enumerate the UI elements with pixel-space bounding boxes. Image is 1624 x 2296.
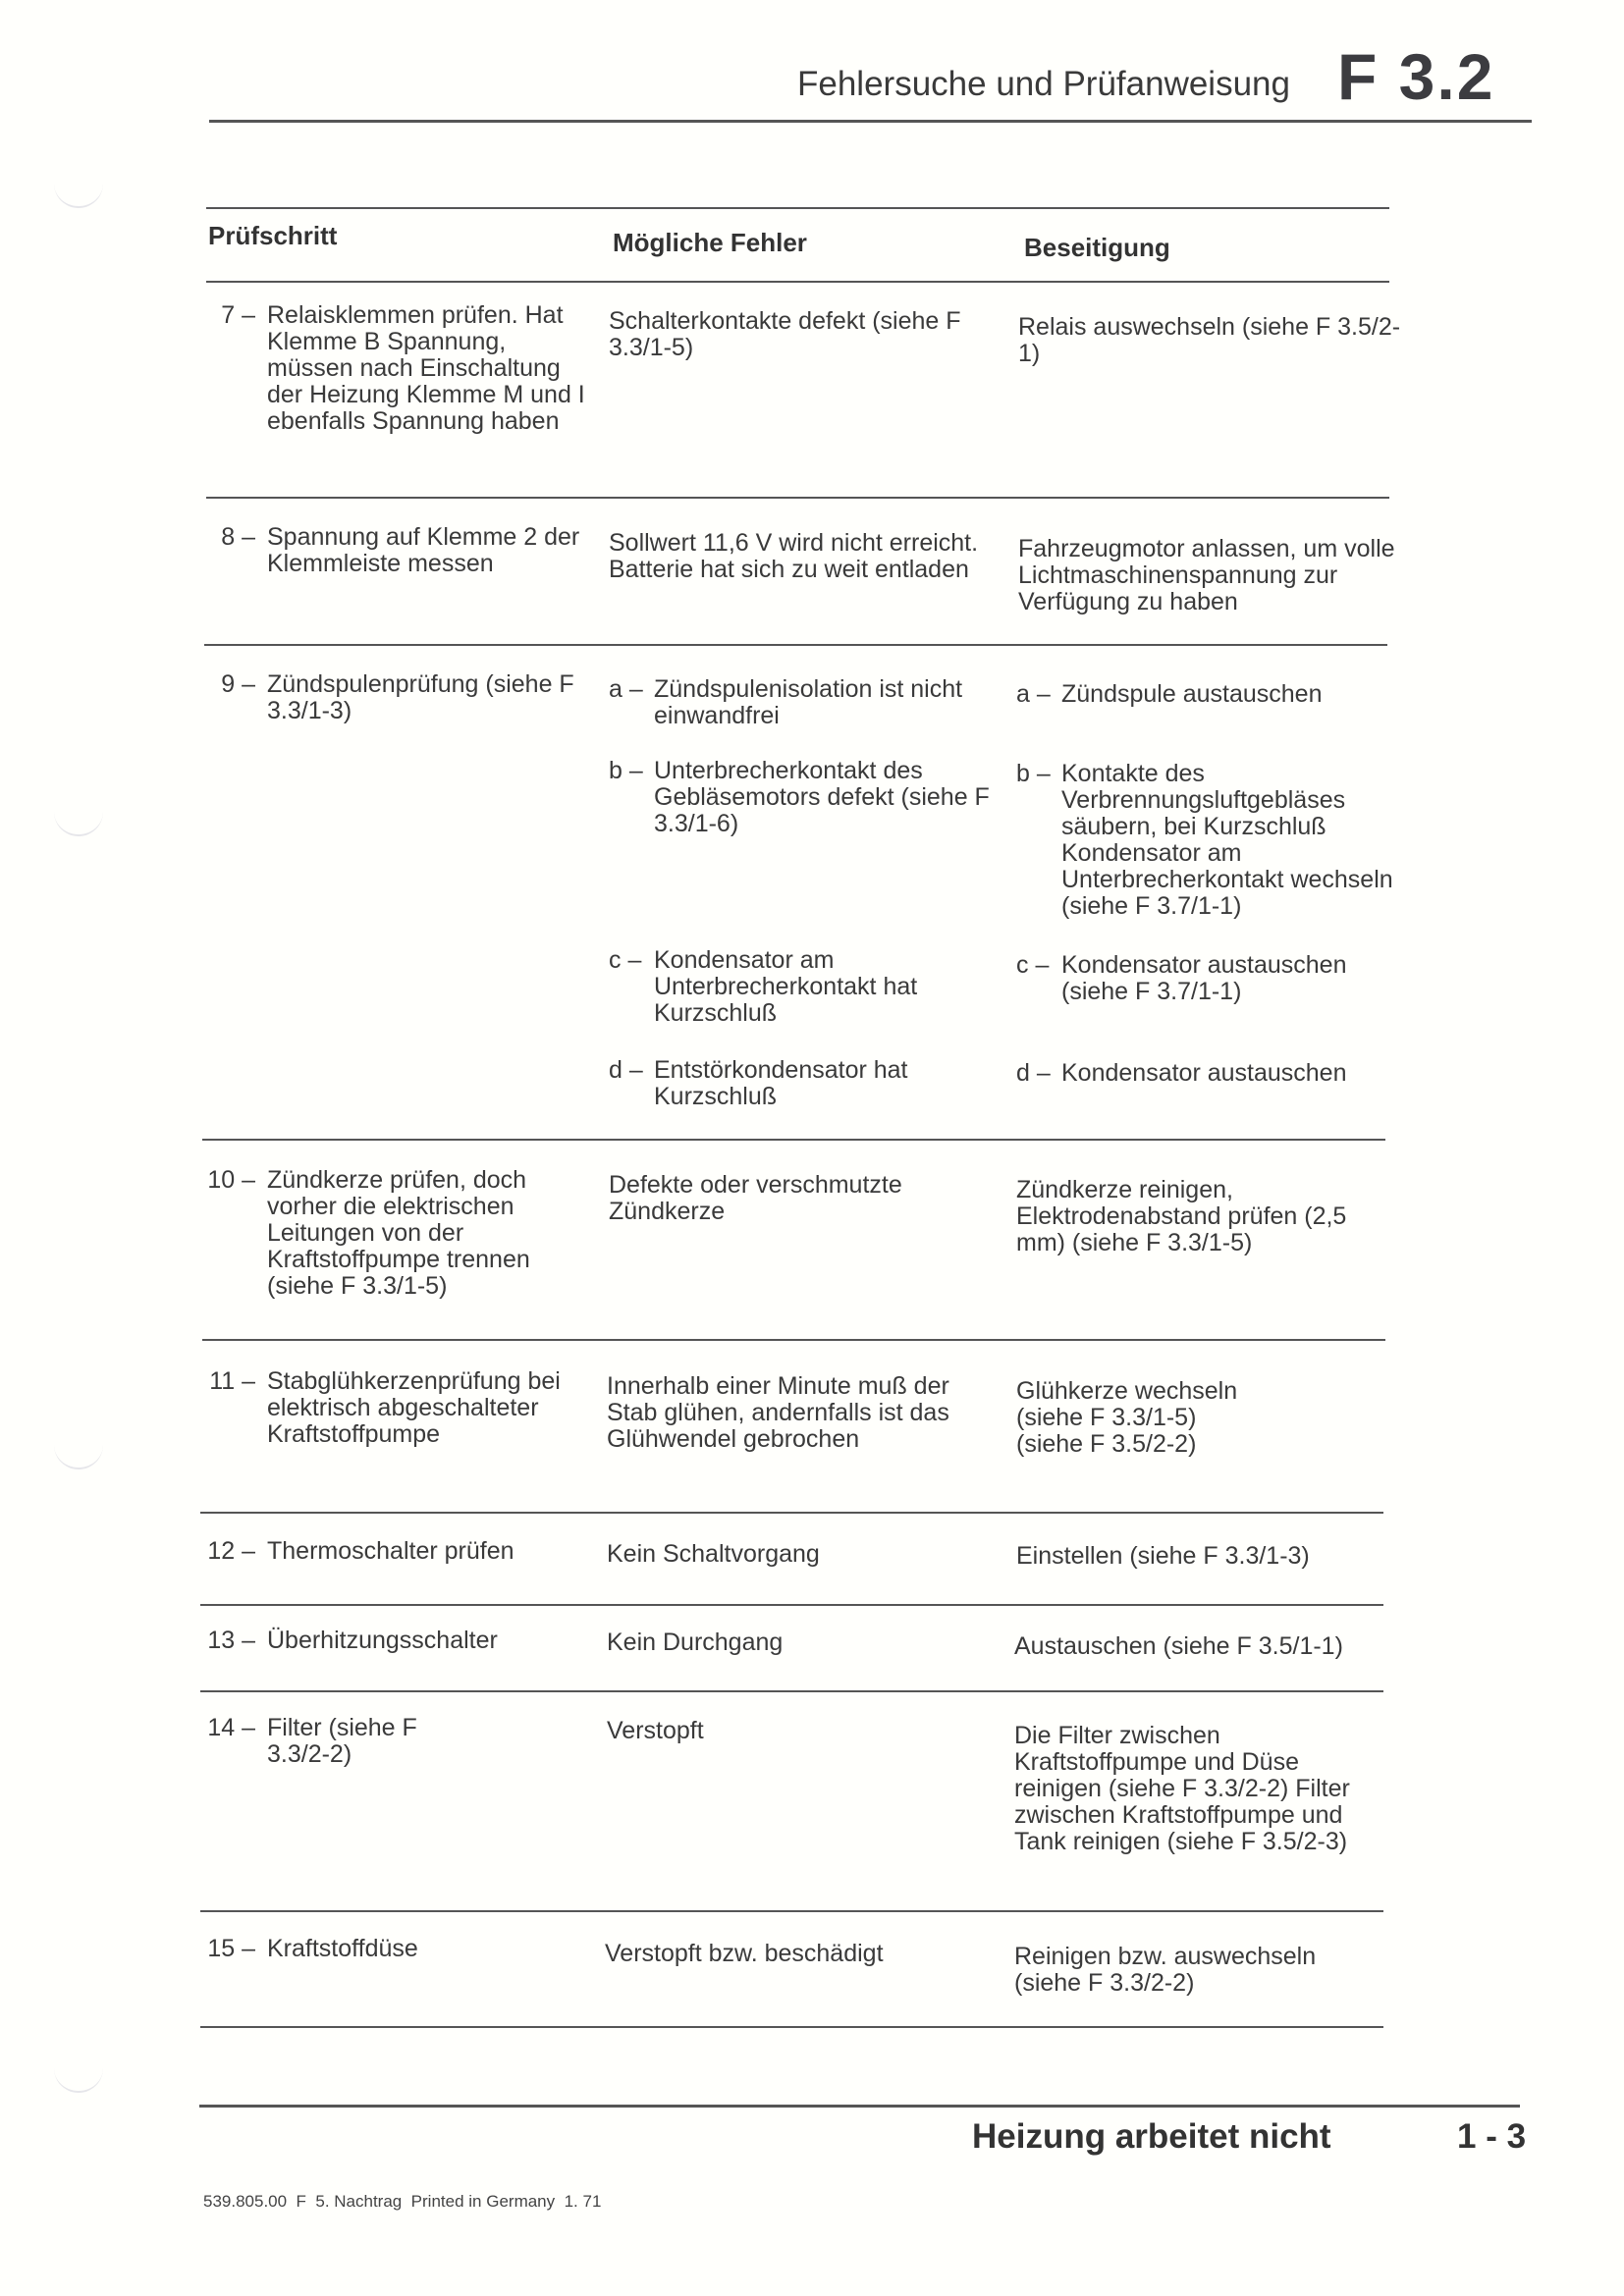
- fault-text: Verstopft: [607, 1717, 704, 1744]
- item-label: d –: [609, 1056, 643, 1084]
- divider: [202, 1139, 1385, 1141]
- fix-text: Kondensator austauschen (siehe F 3.7/1-1): [1061, 951, 1347, 1005]
- header-rule: [209, 120, 1532, 123]
- fault-text: Schalterkontakte defekt (siehe F 3.3/1-5): [609, 307, 961, 361]
- item-label: b –: [1016, 760, 1051, 787]
- item-label: a –: [1016, 680, 1051, 708]
- fix-text: Austauschen (siehe F 3.5/1-1): [1014, 1632, 1343, 1660]
- item-label: d –: [1016, 1059, 1051, 1087]
- divider: [206, 497, 1389, 499]
- fault-text: Sollwert 11,6 V wird nicht erreicht. Batterie hat sich zu weit entladen: [609, 529, 979, 583]
- fault-text: Kein Durchgang: [607, 1629, 784, 1656]
- step-text: Überhitzungsschalter: [267, 1627, 498, 1654]
- fault-text: Entstörkondensator hat Kurzschluß: [654, 1056, 908, 1110]
- item-label: c –: [609, 946, 642, 974]
- fix-text: Zündkerze reinigen, Elektrodenabstand prüfen (2,5 mm) (siehe F 3.3/1-5): [1016, 1176, 1347, 1256]
- punch-hole: [54, 1428, 103, 1469]
- page-number: 1 - 3: [1457, 2117, 1527, 2156]
- fault-text: Kein Schaltvorgang: [607, 1540, 820, 1568]
- column-header-step: Prüfschritt: [208, 221, 338, 250]
- step-text: Zündkerze prüfen, doch vorher die elektrischen Leitungen von der Kraftstoffpumpe trennen (siehe F 3.3/1-5): [267, 1166, 530, 1300]
- fault-text: Innerhalb einer Minute muß der Stab glühen, andernfalls ist das Glühwendel gebrochen: [607, 1372, 949, 1453]
- fault-text: Unterbrecherkontakt des Gebläsemotors defekt (siehe F 3.3/1-6): [654, 757, 990, 837]
- step-number: 11 –: [209, 1367, 255, 1395]
- divider: [200, 1690, 1383, 1692]
- divider: [204, 644, 1387, 646]
- divider: [200, 2026, 1383, 2028]
- fix-text: Reinigen bzw. auswechseln (siehe F 3.3/2-2): [1014, 1943, 1317, 1997]
- section-number: F 3.2: [1337, 40, 1495, 113]
- imprint: 539.805.00 F 5. Nachtrag Printed in Germany 1. 71: [203, 2192, 602, 2211]
- step-text: Zündspulenprüfung (siehe F 3.3/1-3): [267, 670, 574, 724]
- punch-hole: [54, 2052, 103, 2093]
- step-number: 8 –: [221, 523, 255, 551]
- divider: [200, 1910, 1383, 1912]
- step-number: 13 –: [207, 1627, 255, 1654]
- fix-text: Einstellen (siehe F 3.3/1-3): [1016, 1542, 1310, 1570]
- column-header-fix: Beseitigung: [1024, 233, 1170, 262]
- footer-title: Heizung arbeitet nicht: [972, 2117, 1331, 2156]
- step-number: 15 –: [207, 1935, 255, 1962]
- fault-text: Zündspulenisolation ist nicht einwandfrei: [654, 675, 963, 729]
- divider: [206, 281, 1389, 283]
- step-text: Thermoschalter prüfen: [267, 1537, 514, 1565]
- footer-rule: [199, 2105, 1520, 2108]
- step-number: 7 –: [221, 301, 255, 329]
- fix-text: Kondensator austauschen: [1061, 1059, 1347, 1087]
- fix-text: Glühkerze wechseln (siehe F 3.3/1-5) (siehe F 3.5/2-2): [1016, 1377, 1238, 1458]
- step-text: Kraftstoffdüse: [267, 1935, 418, 1962]
- fix-text: Zündspule austauschen: [1061, 680, 1323, 708]
- step-number: 12 –: [207, 1537, 255, 1565]
- header-title: Fehlersuche und Prüfanweisung: [797, 65, 1290, 103]
- fault-text: Kondensator am Unterbrecherkontakt hat Kurzschluß: [654, 946, 918, 1027]
- item-label: b –: [609, 757, 643, 784]
- step-number: 14 –: [207, 1714, 255, 1741]
- step-text: Stabglühkerzenprüfung bei elektrisch abgeschalteter Kraftstoffpumpe: [267, 1367, 561, 1448]
- fault-text: Verstopft bzw. beschädigt: [605, 1940, 884, 1967]
- divider: [206, 207, 1389, 209]
- fix-text: Die Filter zwischen Kraftstoffpumpe und Düse reinigen (siehe F 3.3/2-2) Filter zwischen Kraftstoffpumpe und Tank reinigen (siehe F 3.5/2-3): [1014, 1722, 1350, 1855]
- step-number: 9 –: [221, 670, 255, 698]
- divider: [200, 1512, 1383, 1514]
- divider: [200, 1604, 1383, 1606]
- divider: [202, 1339, 1385, 1341]
- column-header-fault: Mögliche Fehler: [613, 228, 807, 257]
- step-number: 10 –: [207, 1166, 255, 1194]
- punch-hole: [54, 795, 103, 836]
- step-text: Relaisklemmen prüfen. Hat Klemme B Spannung, müssen nach Einschaltung der Heizung Klemme M und I ebenfalls Spannung haben: [267, 301, 585, 435]
- item-label: c –: [1016, 951, 1050, 979]
- item-label: a –: [609, 675, 643, 703]
- fix-text: Fahrzeugmotor anlassen, um volle Lichtmaschinenspannung zur Verfügung zu haben: [1018, 535, 1395, 615]
- step-text: Filter (siehe F 3.3/2-2): [267, 1714, 417, 1768]
- step-text: Spannung auf Klemme 2 der Klemmleiste messen: [267, 523, 580, 577]
- fix-text: Relais auswechseln (siehe F 3.5/2-1): [1018, 313, 1401, 367]
- fix-text: Kontakte des Verbrennungsluftgebläses säubern, bei Kurzschluß Kondensator am Unterbrecherkontakt wechseln (siehe F 3.7/1-1): [1061, 760, 1393, 920]
- fault-text: Defekte oder verschmutzte Zündkerze: [609, 1171, 902, 1225]
- punch-hole: [54, 167, 103, 208]
